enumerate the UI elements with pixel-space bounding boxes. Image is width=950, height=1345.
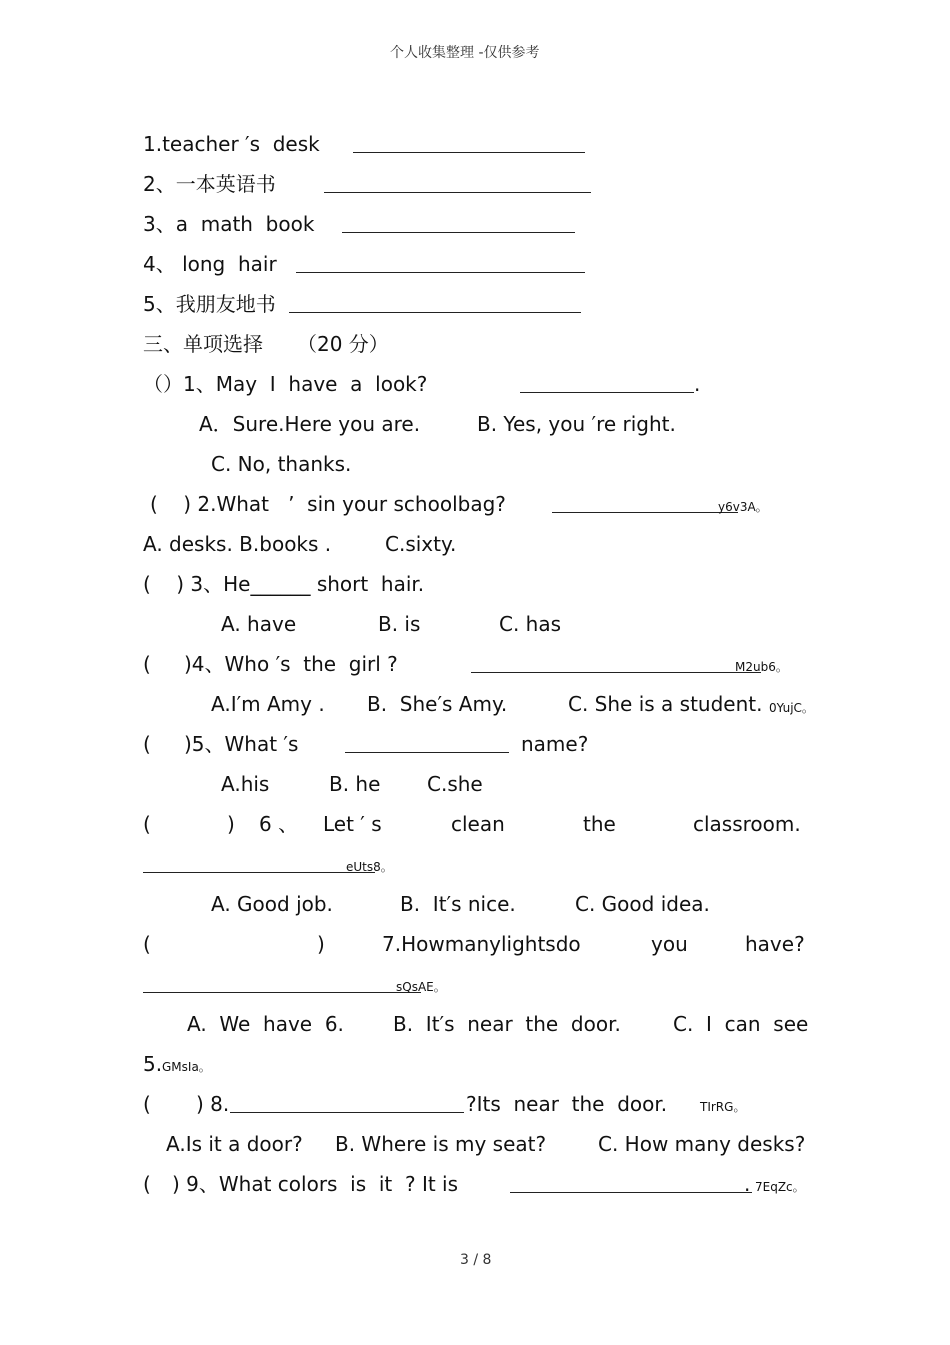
q6-word-4: classroom. (693, 812, 801, 836)
q3-option-c: C. has (499, 612, 562, 636)
item-5-text: 我朋友地书 (175, 292, 276, 316)
page-header: 个人收集整理 -仅供参考 (390, 45, 540, 61)
q6-option-b: B. It′s nice. (400, 892, 516, 916)
q2-code: y6v3A。 (718, 500, 768, 514)
answer-blank-4[interactable] (296, 272, 585, 273)
q6-number: 6 、 (259, 812, 299, 836)
q6-word-1: Let ′ s (323, 812, 382, 836)
q1-option-c: C. No, thanks. (211, 452, 352, 476)
section-title (143, 332, 389, 356)
q7-code-2: GMsIa。 (162, 1060, 211, 1074)
q9-paren: ( (143, 1172, 151, 1196)
q7-code: sQsAE。 (396, 980, 446, 994)
q6-paren-close: ) (227, 812, 235, 836)
q2-blank[interactable] (552, 512, 738, 513)
q7-blank[interactable] (143, 992, 421, 993)
q4-option-b: B. She′s Amy. (367, 692, 508, 716)
q6-option-c: C. Good idea. (575, 892, 710, 916)
q4-blank[interactable] (471, 672, 761, 673)
q5-stem: )5、What ′s (184, 732, 299, 756)
q9-blank[interactable] (510, 1192, 752, 1193)
answer-blank-3[interactable] (342, 232, 575, 233)
q6-paren: ( (143, 812, 151, 836)
q4-stem: )4、Who ′s the girl ? (184, 652, 398, 676)
q5-option-c: C.she (427, 772, 483, 796)
q8-option-c: C. How many desks? (598, 1132, 806, 1156)
q6-word-3: the (583, 812, 616, 836)
q7-paren-close: ) (317, 932, 325, 956)
q3-option-b: B. is (378, 612, 421, 636)
q8-option-b: B. Where is my seat? (335, 1132, 547, 1156)
q8-code: TIrRG。 (700, 1100, 746, 1114)
item-4 (143, 252, 277, 276)
item-2 (143, 172, 276, 196)
q9-code: 7EqZc。 (755, 1180, 805, 1194)
q2-options-ab: A. desks. B.books . (143, 532, 332, 556)
q8-blank[interactable] (230, 1112, 464, 1113)
q7-option-c-cont: 5. (143, 1052, 163, 1076)
section-score: （20 分） (297, 332, 389, 356)
q8-option-a: A.Is it a door? (166, 1132, 303, 1156)
q9-period: . (744, 1172, 751, 1196)
item-3-number: 3、 (143, 212, 176, 236)
item-5-number: 5、 (143, 292, 176, 316)
q4-paren: ( (143, 652, 151, 676)
q7-word-3: have? (745, 932, 805, 956)
q7-option-b: B. It′s near the door. (393, 1012, 621, 1036)
q5-option-b: B. he (329, 772, 381, 796)
q5-paren: ( (143, 732, 151, 756)
q1-period: . (694, 372, 701, 396)
q1-stem: （）1、May I have a look? (143, 372, 428, 396)
answer-blank-2[interactable] (324, 192, 591, 193)
item-1-number: 1. (143, 132, 163, 156)
q2-option-c: C.sixty. (385, 532, 457, 556)
q4-code: M2ub6。 (735, 660, 788, 674)
q6-blank[interactable] (143, 872, 375, 873)
q8-paren: ( (143, 1092, 151, 1116)
item-1 (143, 132, 320, 156)
item-1-text: teacher ′s desk (162, 132, 320, 156)
q7-stem: 7.Howmanylightsdo (382, 932, 581, 956)
q5-option-a: A.his (221, 772, 270, 796)
q6-code: eUts8。 (346, 860, 393, 874)
q8-end: ?Its near the door. (466, 1092, 668, 1116)
q3-stem: ( ) 3、He______ short hair. (143, 572, 425, 596)
item-3-text: a math book (175, 212, 315, 236)
section-title-text: 三、单项选择 (143, 332, 263, 356)
q7-option-a: A. We have 6. (187, 1012, 344, 1036)
q7-option-c: C. I can see (673, 1012, 809, 1036)
q5-end: name? (521, 732, 589, 756)
q5-blank[interactable] (345, 752, 509, 753)
q6-option-a: A. Good job. (211, 892, 333, 916)
q8-stem: ) 8. (196, 1092, 230, 1116)
q9-stem: ) 9、What colors is it ? It is (172, 1172, 459, 1196)
page-number: 3 / 8 (460, 1252, 492, 1268)
answer-blank-1[interactable] (353, 152, 585, 153)
item-4-number: 4、 (143, 252, 176, 276)
q7-word-2: you (651, 932, 688, 956)
q1-option-b: B. Yes, you ′re right. (477, 412, 676, 436)
q6-word-2: clean (451, 812, 505, 836)
q4-option-c: C. She is a student. (568, 692, 763, 716)
item-2-text: 一本英语书 (175, 172, 276, 196)
q4-option-a: A.I′m Amy . (211, 692, 325, 716)
q1-option-a: A．Sure.Here you are. (199, 412, 421, 436)
item-5 (143, 292, 276, 316)
q1-blank[interactable] (520, 392, 694, 393)
item-3 (143, 212, 314, 236)
q7-paren: ( (143, 932, 151, 956)
q2-stem: ( ) 2.What ’ sin your schoolbag? (150, 492, 506, 516)
answer-blank-5[interactable] (289, 312, 581, 313)
item-2-number: 2、 (143, 172, 176, 196)
item-4-text: long hair (175, 252, 277, 276)
q4-code-2: 0YujC。 (769, 701, 814, 715)
q3-option-a: A. have (221, 612, 297, 636)
